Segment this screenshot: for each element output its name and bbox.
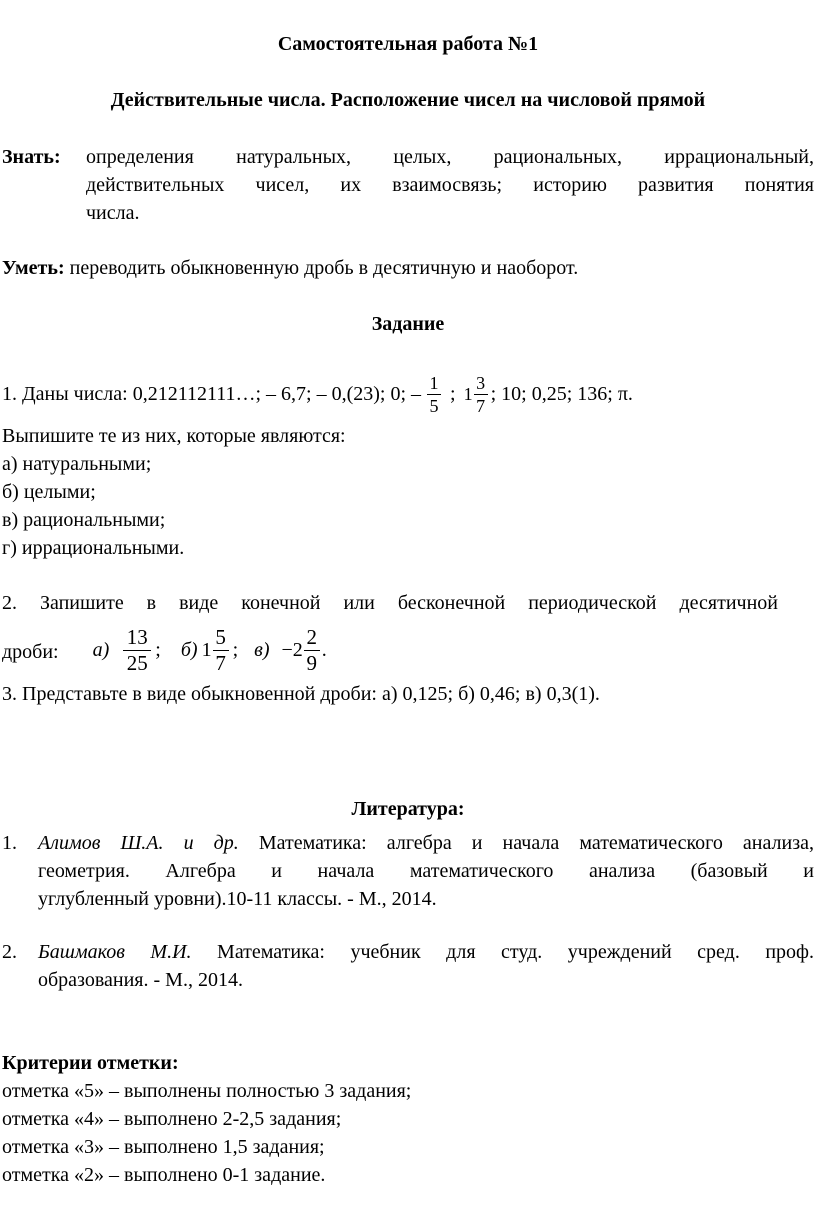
fraction-bar [427, 394, 441, 395]
page-title: Самостоятельная работа №1 [277, 33, 539, 55]
task2-c-label: в) [254, 638, 270, 661]
fraction-5-7 [213, 624, 229, 675]
task1-item-a: а) натуральными; [2, 453, 152, 475]
fraction-2-9 [304, 624, 320, 675]
task1-item-c: в) рациональными; [2, 509, 166, 531]
fraction-denominator: 25 [126, 650, 148, 675]
task2-b-separator: ; [232, 638, 239, 661]
task2-a-separator: ; [155, 638, 161, 661]
know-label: Знать: [2, 146, 61, 168]
know-line-2: действительных чисел, их взаимосвязь; историю развития понятия [86, 174, 814, 196]
fraction-bar [474, 394, 488, 395]
literature-item-2-line-2: образования. - М., 2014. [38, 969, 243, 991]
fraction-denominator: 9 [306, 650, 318, 675]
criteria-item-3: отметка «3» – выполнено 1,5 задания; [2, 1136, 325, 1158]
literature-item-2-number: 2. [2, 941, 17, 963]
know-line-1: определения натуральных, целых, рациональных, иррациональный, [86, 146, 814, 168]
criteria-item-4: отметка «4» – выполнено 2-2,5 задания; [2, 1108, 342, 1130]
task1-prompt: Выпишите те из них, которые являются: [2, 425, 346, 447]
literature-heading: Литература: [351, 798, 465, 820]
task1-item-b: б) целыми; [2, 481, 96, 503]
can-label: Уметь: [2, 257, 65, 279]
fraction-numerator: 13 [126, 624, 148, 649]
task2-b-label: б) [180, 638, 198, 661]
task1-suffix: ; 10; 0,25; 136; π. [490, 382, 633, 405]
literature-item-1-line-1 [38, 832, 814, 855]
task1-prefix: 1. Даны числа: 0,212112111…; – 6,7; – 0,(23); 0; – [2, 382, 422, 405]
literature-item-1-author: Алимов Ш.А. и др. [38, 832, 239, 854]
task3-line: 3. Представьте в виде обыкновенной дроби: а) 0,125; б) 0,46; в) 0,3(1). [2, 683, 600, 705]
can-text: переводить обыкновенную дробь в десятичную и наоборот. [69, 257, 579, 279]
literature-item-1-line-2: геометрия. Алгебра и начала математического анализа (базовый и [38, 860, 814, 882]
task1-separator: ; [450, 382, 456, 405]
literature-item-1-line-3: углубленный уровни).10-11 классы. - М., 2014. [38, 888, 437, 910]
fraction-numerator: 1 [429, 372, 439, 393]
task1-numbers-line [2, 366, 633, 422]
task1-item-d: г) иррациональными. [2, 537, 185, 559]
literature-item-1-title: Математика: алгебра и начала математического анализа, [258, 832, 815, 854]
task2-drobi-label: дроби: [2, 640, 59, 663]
fraction-13-25 [123, 624, 151, 675]
literature-item-1-number: 1. [2, 832, 17, 854]
task2-a-label: а) [92, 638, 110, 661]
fraction-denominator: 7 [215, 650, 226, 675]
criteria-item-5: отметка «5» – выполнены полностью 3 задания; [2, 1080, 412, 1102]
criteria-item-2: отметка «2» – выполнено 0-1 задание. [2, 1164, 326, 1186]
task2-line-1: 2. Запишите в виде конечной или бесконечной периодической десятичной [2, 592, 778, 614]
can-line [2, 257, 578, 280]
fraction-numerator: 2 [306, 624, 318, 649]
literature-item-2-title: Математика: учебник для студ. учреждений сред. проф. [217, 941, 814, 963]
literature-item-2-author: Башмаков М.И. [38, 941, 192, 963]
fraction-denominator: 5 [429, 395, 439, 416]
fraction-one-fifth [427, 374, 441, 415]
know-line-3: числа. [86, 202, 140, 224]
task2-line-2 [2, 620, 327, 680]
fraction-denominator: 7 [476, 395, 486, 416]
fraction-numerator: 5 [215, 624, 226, 649]
mixed-whole: 1 [463, 383, 473, 404]
task2-c-whole: −2 [281, 638, 303, 661]
fraction-numerator: 3 [476, 372, 486, 393]
fraction-three-sevenths [474, 374, 488, 415]
criteria-heading: Критерии отметки: [2, 1052, 179, 1074]
task2-b-whole: 1 [201, 638, 212, 661]
page-subtitle: Действительные числа. Расположение чисел на числовой прямой [110, 89, 706, 111]
literature-item-2-line-1 [38, 941, 814, 964]
task-heading: Задание [371, 313, 445, 335]
task2-c-end: . [321, 638, 327, 661]
